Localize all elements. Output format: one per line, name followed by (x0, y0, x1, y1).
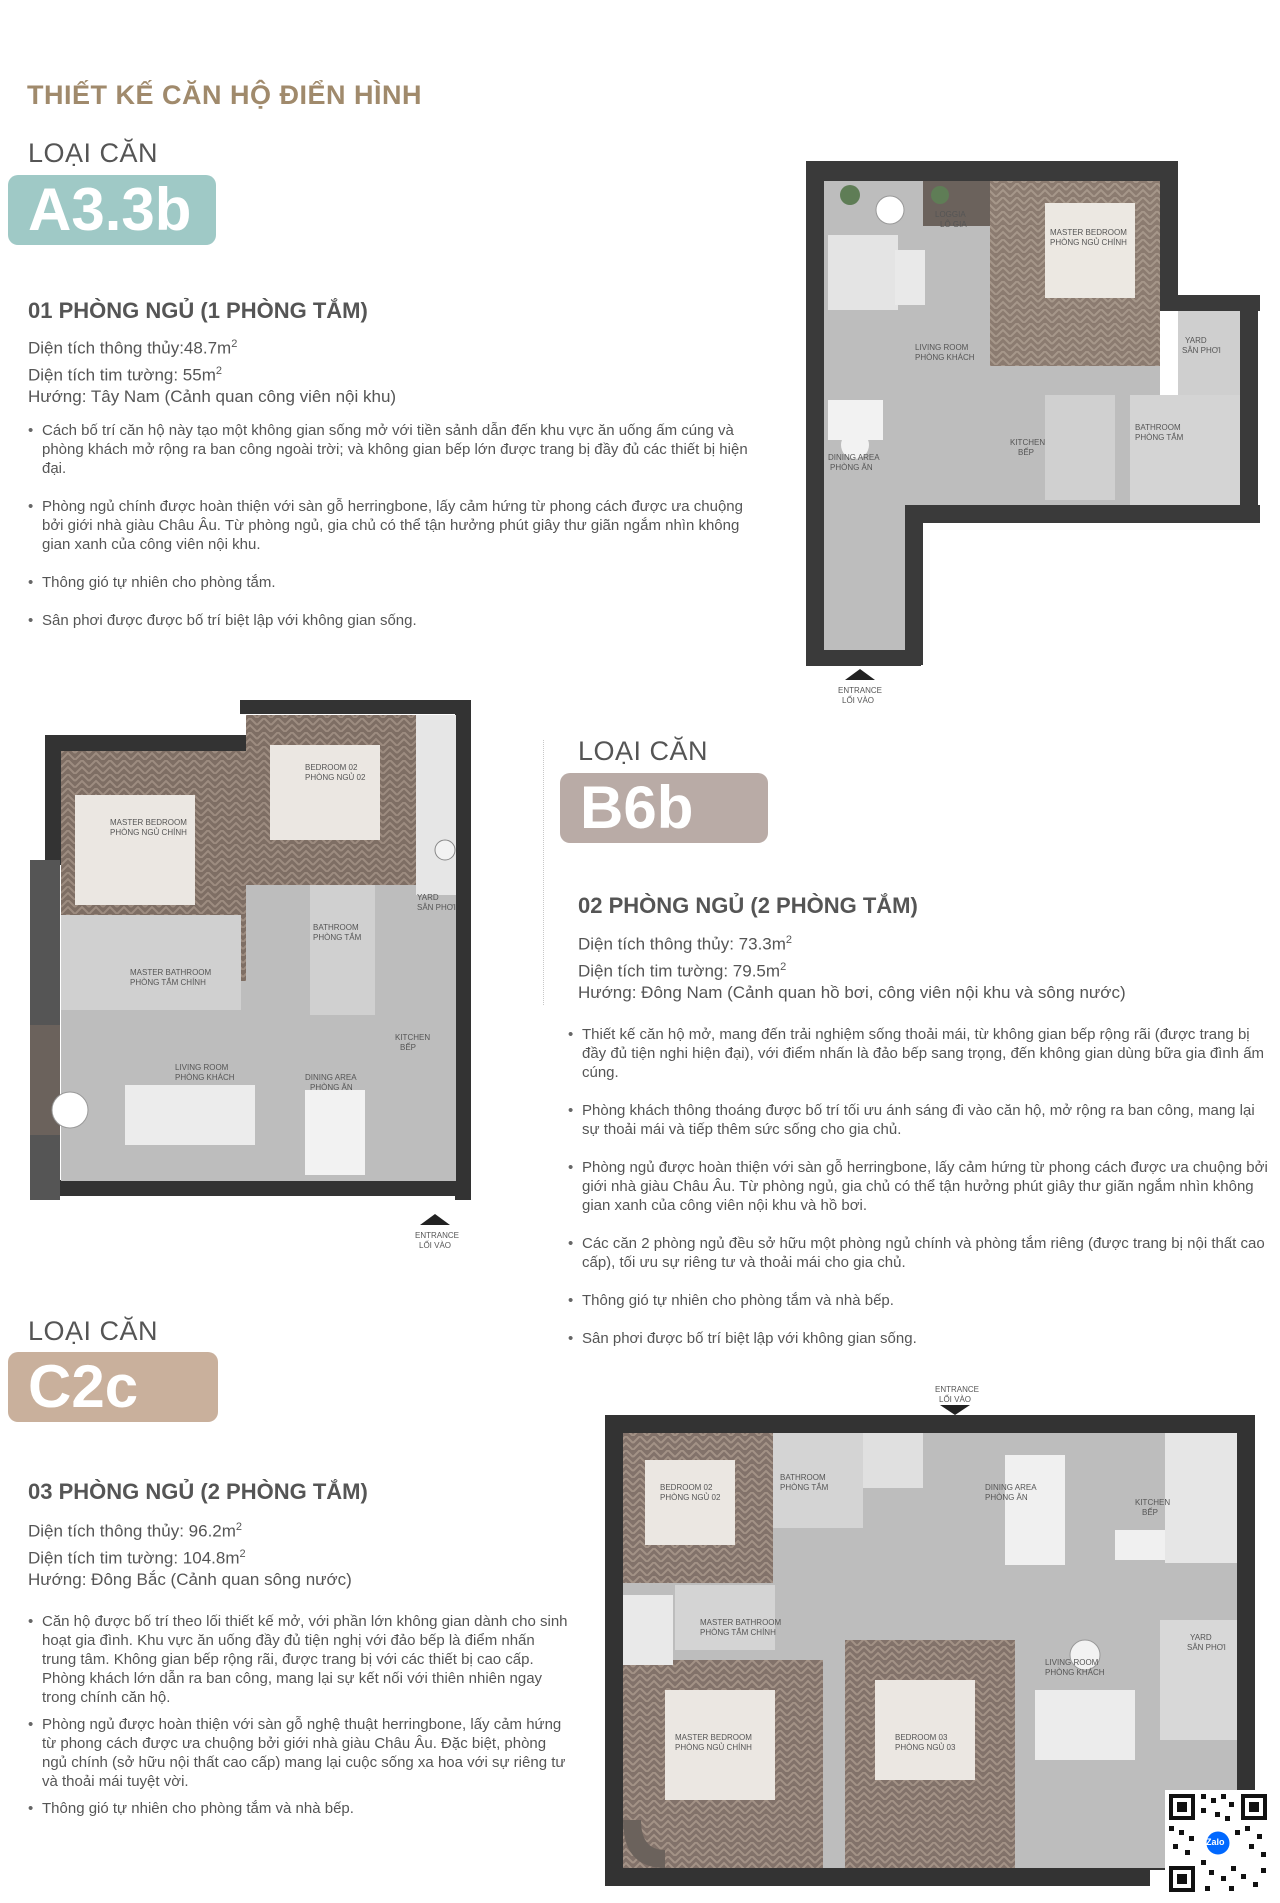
unit-a-area-net-sup: 2 (231, 338, 238, 350)
unit-b-bullet: • Thiết kế căn hộ mở, mang đến trải nghiệm sống thoải mái, từ không gian bếp rộng rãi (được trang bị đầy đủ tiện nghi hiện đại), với điểm nhấn là đảo bếp sang trọng, đến không gian dùng bữa gia đình ấm cúng. (568, 1025, 1268, 1082)
plan-c-entrance-label: ENTRANCE (935, 1385, 980, 1394)
unit-a-area-gross: Diện tích tim tường: 55m (28, 365, 216, 385)
plan-c-yard-vi-label: SÂN PHƠI (1187, 1643, 1226, 1652)
plan-b-yard-label: YARD (417, 893, 439, 902)
plan-b-bed2-label: BEDROOM 02 (305, 763, 358, 772)
plan-b-bath-vi-label: PHÒNG TẮM (313, 933, 362, 942)
plan-b-master-vi-label: PHÒNG NGỦ CHÍNH (110, 828, 187, 837)
unit-b-heading: 02 PHÒNG NGỦ (2 PHÒNG TẮM) (578, 893, 918, 918)
unit-a-code-badge: A3.3b (8, 175, 216, 245)
unit-b-code-badge: B6b (560, 773, 768, 843)
unit-b-bullet: • Sân phơi được bố trí biệt lập với không gian sống. (568, 1329, 1268, 1348)
plan-a-living-label: LIVING ROOM (915, 343, 969, 352)
unit-c-area-net-sup: 2 (235, 1521, 243, 1533)
plan-b-master-label: MASTER BEDROOM (110, 818, 187, 827)
plan-a-kitchen-vi-label: BẾP (1018, 448, 1035, 457)
plan-b-living-vi-label: PHÒNG KHÁCH (175, 1073, 235, 1082)
unit-b-area-net-sup: 2 (785, 934, 793, 946)
plan-c-bed3-vi-label: PHÒNG NGỦ 03 (895, 1743, 956, 1752)
unit-a-bullet: • Cách bố trí căn hộ này tạo một không gian sống mở với tiền sảnh dẫn đến khu vực ăn uống ấm cúng và phòng khách mở rộng ra ban công ngoài trời; và không gian bếp lớn được trang bị đầy đủ các thiết bị hiện đại. (28, 421, 748, 478)
plan-c-bath-vi-label: PHÒNG TẮM (780, 1483, 829, 1492)
plan-a-master-label: MASTER BEDROOM (1050, 228, 1127, 237)
unit-b-type-label: LOẠI CĂN (578, 736, 709, 766)
plan-b-bed2-vi-label: PHÒNG NGỦ 02 (305, 773, 366, 782)
plan-a-kitchen-label: KITCHEN (1010, 438, 1046, 447)
unit-a-bullets (28, 421, 748, 649)
plan-a-entrance-label: ENTRANCE (838, 686, 883, 695)
unit-a-type-label: LOẠI CĂN (28, 138, 159, 168)
unit-c-bullets (28, 1612, 573, 1837)
unit-a-heading: 01 PHÒNG NGỦ (1 PHÒNG TẮM) (28, 298, 368, 323)
unit-c-area-gross: Diện tích tim tường: 104.8m (28, 1548, 240, 1568)
plan-a-loggia-label: LOGGIA (935, 210, 966, 219)
unit-b-bullets (568, 1025, 1268, 1367)
unit-c-code-badge: C2c (8, 1352, 218, 1422)
unit-b-bullet: • Phòng khách thông thoáng được bố trí tối ưu ánh sáng đi vào căn hộ, mở rộng ra ban công, mang lại sự thoải mái và tiếp thêm sức sống cho gia chủ. (568, 1101, 1268, 1139)
unit-b-area-gross: Diện tích tim tường: 79.5m (578, 961, 781, 981)
plan-a-yard-vi-label: SÂN PHƠI (1182, 346, 1221, 355)
unit-c-bullet: • Thông gió tự nhiên cho phòng tắm và nhà bếp. (28, 1799, 573, 1818)
plan-b-entrance-vi-label: LỐI VÀO (419, 1241, 452, 1250)
plan-a-bath-label: BATHROOM (1135, 423, 1181, 432)
unit-c-area-net: Diện tích thông thủy: 96.2m (28, 1521, 236, 1541)
unit-b-floor-plan (5, 690, 500, 1260)
plan-b-living-label: LIVING ROOM (175, 1063, 229, 1072)
plan-a-dining-label: DINING AREA (828, 453, 880, 462)
plan-c-bed2-label: BEDROOM 02 (660, 1483, 713, 1492)
unit-b-direction: Hướng: Đông Nam (Cảnh quan hồ bơi, công viên nội khu và sông nước) (578, 983, 1126, 1003)
plan-c-dining-vi-label: PHÒNG ĂN (985, 1493, 1028, 1502)
unit-c-heading: 03 PHÒNG NGỦ (2 PHÒNG TẮM) (28, 1479, 368, 1504)
unit-c-bullet: • Căn hộ được bố trí theo lối thiết kế mở, với phần lớn không gian dành cho sinh hoạt gia đình. Khu vực ăn uống đầy đủ tiện nghị với đảo bếp là điểm nhấn trung tâm. Không gian bếp rộng rãi, được trang bị với các thiết bị cao cấp. Phòng khách lớn dẫn ra ban công, mang lại sự kết nối với thiên nhiên ngay trong chính căn hộ. (28, 1612, 573, 1707)
plan-c-living-vi-label: PHÒNG KHÁCH (1045, 1668, 1105, 1677)
plan-b-bath-label: BATHROOM (313, 923, 359, 932)
qr-code[interactable] (1165, 1790, 1271, 1896)
plan-c-master-label: MASTER BEDROOM (675, 1733, 752, 1742)
plan-c-kitchen-label: KITCHEN (1135, 1498, 1171, 1507)
plan-b-dining-vi-label: PHÒNG ĂN (310, 1083, 353, 1092)
plan-a-bath-vi-label: PHÒNG TẮM (1135, 433, 1184, 442)
plan-c-bath-label: BATHROOM (780, 1473, 826, 1482)
unit-b-area-gross-sup: 2 (780, 960, 787, 973)
plan-c-bed2-vi-label: PHÒNG NGỦ 02 (660, 1493, 721, 1502)
plan-a-yard-label: YARD (1185, 336, 1207, 345)
unit-c-direction: Hướng: Đông Bắc (Cảnh quan sông nước) (28, 1570, 352, 1590)
unit-c-type-label: LOẠI CĂN (28, 1316, 159, 1346)
plan-c-mbath-vi-label: PHÒNG TẮM CHÍNH (700, 1628, 776, 1637)
unit-c-area-gross-sup: 2 (239, 1547, 246, 1560)
page-title: THIẾT KẾ CĂN HỘ ĐIỂN HÌNH (27, 80, 423, 110)
unit-a-bullet: • Thông gió tự nhiên cho phòng tắm. (28, 573, 748, 592)
unit-b-bullet: • Phòng ngủ được hoàn thiện với sàn gỗ herringbone, lấy cảm hứng từ phong cách được ưa chuộng bởi giới nhà giàu Châu Âu. Từ phòng ngủ, gia chủ có thể tận hưởng phút giây thư giãn ngắm nhìn không gian xanh của công viên nội khu và hồ bơi. (568, 1158, 1268, 1215)
plan-c-bed3-label: BEDROOM 03 (895, 1733, 948, 1742)
unit-a-direction: Hướng: Tây Nam (Cảnh quan công viên nội khu) (28, 387, 397, 407)
qr-logo-label: Zalo (1206, 1837, 1225, 1847)
unit-b-area-net: Diện tích thông thủy: 73.3m (578, 934, 786, 954)
unit-a-floor-plan (800, 155, 1260, 715)
unit-b-bullet: • Các căn 2 phòng ngủ đều sở hữu một phòng ngủ chính và phòng tắm riêng (được trang bị nội thất cao cấp), tối ưu sự riêng tư và thoải mái cho gia chủ. (568, 1234, 1268, 1272)
plan-a-loggia-vi-label: LÔ GIA (940, 220, 967, 229)
plan-b-kitchen-vi-label: BẾP (400, 1043, 417, 1052)
plan-a-dining-vi-label: PHÒNG ĂN (830, 463, 873, 472)
unit-a-specs (28, 333, 396, 408)
unit-b-divider (543, 740, 545, 1005)
unit-c-specs (28, 1516, 352, 1591)
plan-b-yard-vi-label: SÂN PHƠI (417, 903, 456, 912)
plan-c-yard-label: YARD (1190, 1633, 1212, 1642)
plan-b-mbath-label: MASTER BATHROOM (130, 968, 212, 977)
unit-a-area-gross-sup: 2 (215, 364, 222, 377)
unit-c-bullet: • Phòng ngủ được hoàn thiện với sàn gỗ nghệ thuật herringbone, lấy cảm hứng từ phong cách được ưa chuộng bởi giới nhà giàu Châu Âu. Đặc biệt, phòng ngủ chính (sở hữu nội thất cao cấp) mang lại cuộc sống xa hoa với sự riêng tư và thoải mái tuyệt vời. (28, 1715, 573, 1791)
unit-a-area-net: Diện tích thông thủy:48.7m (28, 338, 232, 358)
plan-c-entrance-vi-label: LỐI VÀO (939, 1395, 972, 1404)
unit-b-specs (578, 929, 1126, 1004)
plan-a-master-vi-label: PHÒNG NGỦ CHÍNH (1050, 238, 1127, 247)
plan-b-dining-label: DINING AREA (305, 1073, 357, 1082)
plan-c-mbath-label: MASTER BATHROOM (700, 1618, 782, 1627)
plan-a-entrance-vi-label: LỐI VÀO (842, 696, 875, 705)
plan-c-kitchen-vi-label: BẾP (1142, 1508, 1159, 1517)
unit-a-bullet: • Phòng ngủ chính được hoàn thiện với sàn gỗ herringbone, lấy cảm hứng từ phong cách được ưa chuộng bởi giới nhà giàu Châu Âu. Từ phòng ngủ, gia chủ có thể tận hưởng phút giây thư giãn ngắm nhìn không gian xanh của công viên nội khu. (28, 497, 748, 554)
plan-c-master-vi-label: PHÒNG NGỦ CHÍNH (675, 1743, 752, 1752)
plan-c-dining-label: DINING AREA (985, 1483, 1037, 1492)
unit-a-bullet: • Sân phơi được được bố trí biệt lập với không gian sống. (28, 611, 748, 630)
plan-b-mbath-vi-label: PHÒNG TẮM CHÍNH (130, 978, 206, 987)
plan-a-living-vi-label: PHÒNG KHÁCH (915, 353, 975, 362)
plan-b-kitchen-label: KITCHEN (395, 1033, 431, 1042)
plan-b-entrance-label: ENTRANCE (415, 1231, 460, 1240)
unit-b-bullet: • Thông gió tự nhiên cho phòng tắm và nhà bếp. (568, 1291, 1268, 1310)
plan-c-living-label: LIVING ROOM (1045, 1658, 1099, 1667)
